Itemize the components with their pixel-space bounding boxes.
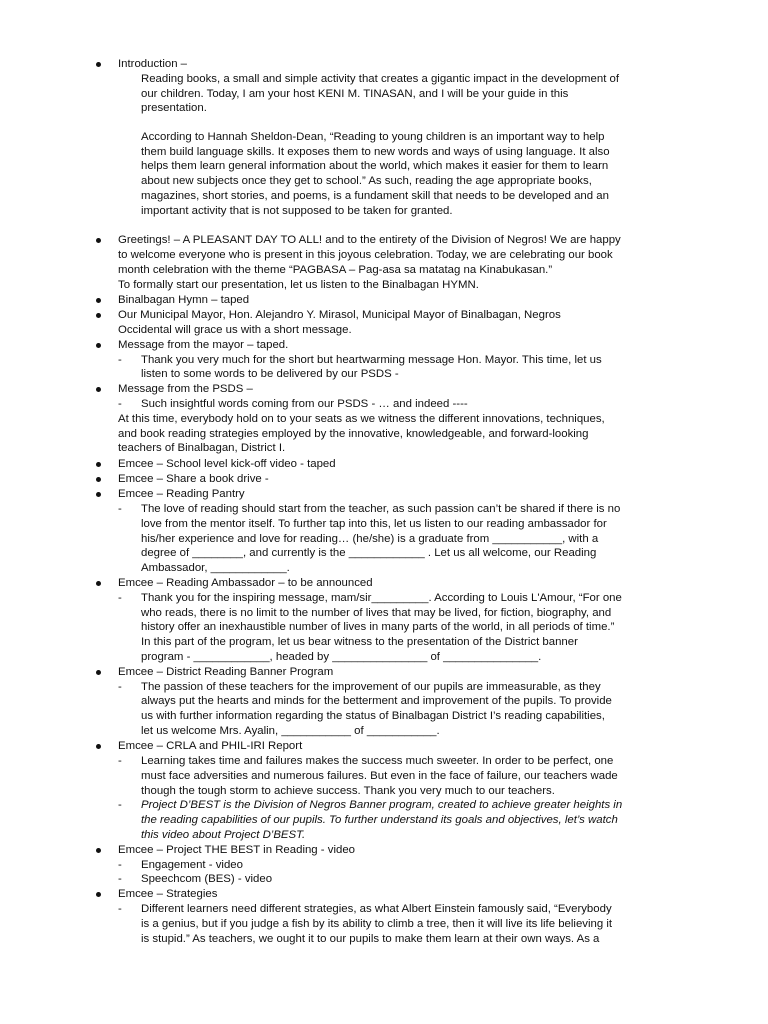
text-line: At this time, everybody hold on to your seats as we witness the different innovations, techniques, <box>118 413 605 425</box>
text-line: Speechcom (BES) - video <box>141 873 273 885</box>
text-line: Occidental will grace us with a short message. <box>118 324 352 336</box>
text-line: history offer an inexhaustible number of lives in many parts of the world, in all periods of time.” <box>141 621 615 633</box>
text-line: To formally start our presentation, let us listen to the Binalbagan HYMN. <box>118 279 479 291</box>
text-line: us with further information regarding the status of Binalbagan District I’s reading capabilities, <box>141 710 605 722</box>
text-line: Project D’BEST is the Division of Negros Banner program, created to achieve greater heights in <box>141 799 623 811</box>
text-line: magazines, short stories, and poems, is a fundament skill that needs to be developed and an <box>141 190 609 202</box>
text-line: Emcee – Reading Ambassador – to be announced <box>118 577 373 589</box>
dash-marker: - <box>118 859 122 871</box>
text-line: Binalbagan Hymn – taped <box>118 294 250 306</box>
text-line: Emcee – CRLA and PHIL-IRI Report <box>118 740 303 752</box>
dash-marker: - <box>118 755 122 767</box>
bullet-marker <box>96 462 101 467</box>
text-line: must face adversities and numerous failures. But even in the face of failure, our teachers wade <box>141 770 618 782</box>
text-line: Reading books, a small and simple activity that creates a gigantic impact in the development of <box>141 73 620 85</box>
bullet-marker <box>96 298 101 303</box>
text-line: let us welcome Mrs. Ayalin, ___________ of ___________. <box>141 725 440 737</box>
text-line: Message from the PSDS – <box>118 383 253 395</box>
text-line: Emcee – Project THE BEST in Reading - video <box>118 844 355 856</box>
text-line: Thank you very much for the short but heartwarming message Hon. Mayor. This time, let us <box>141 354 602 366</box>
text-line: who reads, there is no limit to the number of lives that may be lived, for fiction, biography, and <box>141 607 612 619</box>
bullet-marker <box>96 492 101 497</box>
text-line: degree of ________, and currently is the ____________ . Let us all welcome, our Reading <box>141 547 597 559</box>
text-line: to welcome everyone who is present in this joyous celebration. Today, we are celebrating our book <box>118 249 613 261</box>
text-line: though the tough storm to achieve success. Thank you very much to our teachers. <box>141 785 555 797</box>
bullet-marker <box>96 62 101 67</box>
text-line: them build language skills. It exposes them to new words and ways of using language. It also <box>141 146 610 158</box>
text-line: According to Hannah Sheldon-Dean, “Reading to young children is an important way to help <box>141 131 605 143</box>
dash-marker: - <box>118 503 122 515</box>
dash-marker: - <box>118 398 122 410</box>
text-line: Emcee – Reading Pantry <box>118 488 245 500</box>
text-line: In this part of the program, let us bear witness to the presentation of the District banner <box>141 636 578 648</box>
bullet-marker <box>96 477 101 482</box>
text-line: The love of reading should start from the teacher, as such passion can’t be shared if there is no <box>141 503 621 515</box>
bullet-marker <box>96 744 101 749</box>
text-line: Emcee – School level kick-off video - taped <box>118 458 336 470</box>
text-line: Different learners need different strategies, as what Albert Einstein famously said, “Everybody <box>141 903 612 915</box>
text-line: Message from the mayor – taped. <box>118 339 289 351</box>
text-line: and book reading strategies employed by the innovative, knowledgeable, and forward-looking <box>118 428 589 440</box>
text-line: always put the hearts and minds for the betterment and improvement of the pupils. To provide <box>141 695 612 707</box>
text-line: the reading capabilities of our pupils. To further understand its goals and objectives, let’s watch <box>141 814 618 826</box>
dash-marker: - <box>118 873 122 885</box>
text-line: love from the mentor itself. To further tap into this, let us listen to our reading ambassador for <box>141 518 607 530</box>
text-line: his/her experience and love for reading… (he/she) is a graduate from ___________, with a <box>141 533 599 545</box>
text-line: our children. Today, I am your host KENI M. TINASAN, and I will be your guide in this <box>141 88 569 100</box>
text-line: Thank you for the inspiring message, mam/sir_________. According to Louis L'Amour, “For one <box>141 592 622 604</box>
text-line: helps them learn general information about the world, which makes it easier for them to learn <box>141 160 609 172</box>
text-line: Emcee – Share a book drive - <box>118 473 269 485</box>
text-line: program - ____________, headed by _______________ of _______________. <box>141 651 542 663</box>
text-line: Learning takes time and failures makes the success much sweeter. In order to be perfect, one <box>141 755 614 767</box>
dash-marker: - <box>118 799 122 811</box>
bullet-marker <box>96 238 101 243</box>
text-line: month celebration with the theme “PAGBASA – Pag-asa sa matatag na Kinabukasan.” <box>118 264 553 276</box>
dash-marker: - <box>118 681 122 693</box>
bullet-marker <box>96 313 101 318</box>
dash-marker: - <box>118 592 122 604</box>
text-line: Such insightful words coming from our PSDS - … and indeed ---- <box>141 398 468 410</box>
bullet-marker <box>96 892 101 897</box>
dash-marker: - <box>118 903 122 915</box>
text-line: Our Municipal Mayor, Hon. Alejandro Y. Mirasol, Municipal Mayor of Binalbagan, Negros <box>118 309 561 321</box>
text-line: Introduction – <box>118 58 188 70</box>
text-line: about new subjects once they get to school.” As such, reading the age appropriate books, <box>141 175 592 187</box>
text-line: The passion of these teachers for the improvement of our pupils are immeasurable, as they <box>141 681 601 693</box>
text-line: Engagement - video <box>141 859 243 871</box>
text-line: Ambassador, ____________. <box>141 562 290 574</box>
text-line: teachers of Binalbagan, District I. <box>118 442 286 454</box>
text-line: is stupid.” As teachers, we ought it to our pupils to make them learn at their own ways. As a <box>141 933 600 945</box>
bullet-marker <box>96 670 101 675</box>
text-line: Greetings! – A PLEASANT DAY TO ALL! and to the entirety of the Division of Negros! We are happy <box>118 234 621 246</box>
bullet-marker <box>96 387 101 392</box>
text-line: Emcee – District Reading Banner Program <box>118 666 334 678</box>
bullet-marker <box>96 343 101 348</box>
bullet-marker <box>96 581 101 586</box>
dash-marker: - <box>118 354 122 366</box>
text-line: this video about Project D’BEST. <box>141 829 306 841</box>
text-line: is a genius, but if you judge a fish by its ability to climb a tree, then it will live its life believing it <box>141 918 613 930</box>
text-line: presentation. <box>141 102 207 114</box>
text-line: important activity that is not supposed to be taken for granted. <box>141 205 453 217</box>
text-line: Emcee – Strategies <box>118 888 218 900</box>
bullet-marker <box>96 848 101 853</box>
text-line: listen to some words to be delivered by our PSDS - <box>141 368 399 380</box>
